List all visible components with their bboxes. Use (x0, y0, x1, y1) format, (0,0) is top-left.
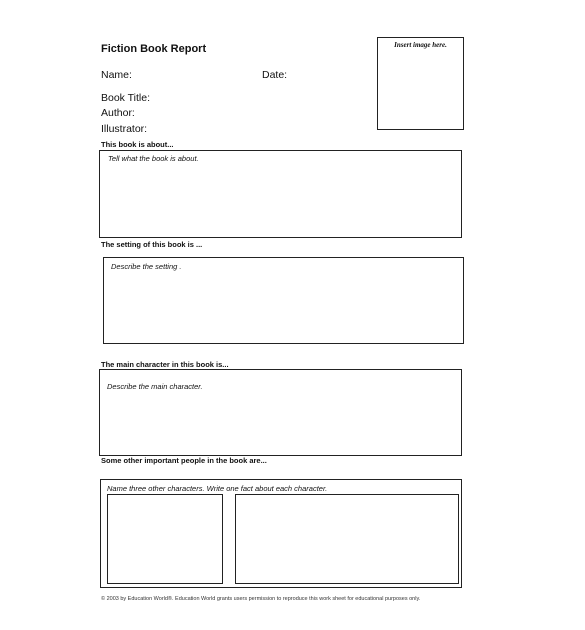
image-placeholder-box[interactable] (377, 37, 464, 130)
date-label: Date: (262, 69, 288, 81)
setting-text-box[interactable] (103, 257, 464, 344)
name-label: Name: (101, 69, 132, 81)
copyright-footer: © 2003 by Education World®. Education World grants users permission to reproduce this work sheet for educational purposes only. (101, 596, 421, 602)
main-character-prompt: Describe the main character. (107, 382, 203, 391)
image-placeholder-text: Insert image here. (394, 41, 447, 49)
page-title: Fiction Book Report (101, 43, 207, 55)
other-people-box (100, 479, 462, 588)
character-image-box[interactable] (107, 494, 223, 584)
main-character-text-box[interactable] (99, 369, 462, 456)
book-title-label: Book Title: (101, 92, 151, 104)
about-prompt: Tell what the book is about. (108, 154, 199, 163)
other-people-prompt: Name three other characters. Write one fact about each character. (107, 484, 328, 493)
setting-section-label: The setting of this book is ... (101, 240, 203, 249)
character-facts-box[interactable] (235, 494, 459, 584)
author-label: Author: (101, 107, 135, 119)
other-people-section-label: Some other important people in the book are... (101, 456, 267, 465)
main-character-section-label: The main character in this book is... (101, 360, 229, 369)
illustrator-label: Illustrator: (101, 123, 148, 135)
about-section-label: This book is about... (101, 140, 174, 149)
setting-prompt: Describe the setting . (111, 262, 182, 271)
about-text-box[interactable] (99, 150, 462, 238)
